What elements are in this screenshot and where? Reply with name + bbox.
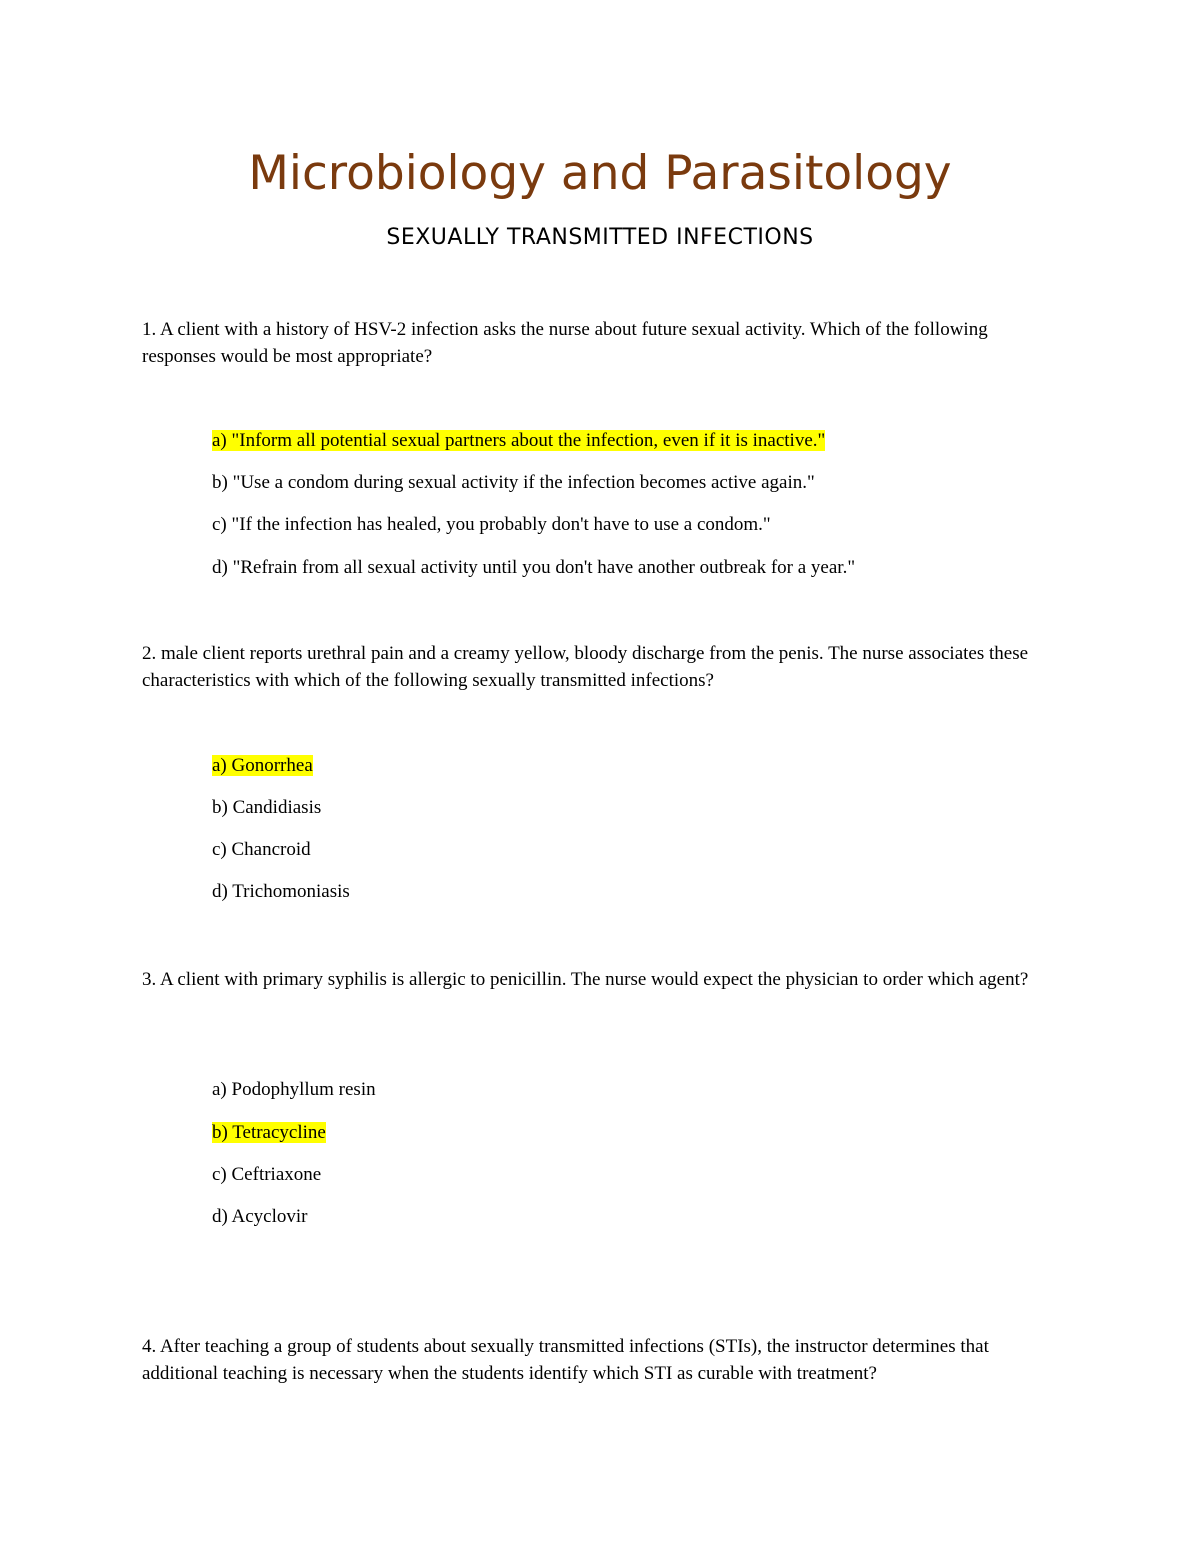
answer-highlight: a) "Inform all potential sexual partners about the infection, even if it is inactive." <box>212 430 826 451</box>
question-1-option-a <box>212 429 825 453</box>
page-title: Microbiology and Parasitology <box>248 146 952 201</box>
page-subtitle: SEXUALLY TRANSMITTED INFECTIONS <box>386 225 814 250</box>
question-3-option-d: d) Acyclovir <box>212 1206 308 1227</box>
question-3-option-a: a) Podophyllum resin <box>212 1079 376 1100</box>
question-4-text: 4. After teaching a group of students about sexually transmitted infections (STIs), the instructor determines that additional teaching is necessary when the students identify which STI as curable with treatment? <box>142 1336 989 1384</box>
answer-highlight: b) Tetracycline <box>212 1122 326 1143</box>
question-1-text: 1. A client with a history of HSV-2 infection asks the nurse about future sexual activity. Which of the following responses would be most appropriate? <box>142 319 988 367</box>
question-2-option-a <box>212 754 313 778</box>
question-1-option-d: d) "Refrain from all sexual activity until you don't have another outbreak for a year." <box>212 557 856 578</box>
answer-highlight: a) Gonorrhea <box>212 755 313 776</box>
question-3-text: 3. A client with primary syphilis is allergic to penicillin. The nurse would expect the physician to order which agent? <box>142 969 1029 990</box>
question-2-text: 2. male client reports urethral pain and a creamy yellow, bloody discharge from the penis. The nurse associates these characteristics with which of the following sexually transmitted infections? <box>142 643 1029 691</box>
question-2-option-c: c) Chancroid <box>212 839 311 860</box>
question-2-option-d: d) Trichomoniasis <box>212 881 350 902</box>
question-3-option-c: c) Ceftriaxone <box>212 1164 322 1185</box>
question-2-option-b: b) Candidiasis <box>212 797 322 818</box>
question-3-option-b <box>212 1121 326 1145</box>
question-1-option-c: c) "If the infection has healed, you probably don't have to use a condom." <box>212 514 771 535</box>
question-1-option-b: b) "Use a condom during sexual activity if the infection becomes active again." <box>212 472 815 493</box>
